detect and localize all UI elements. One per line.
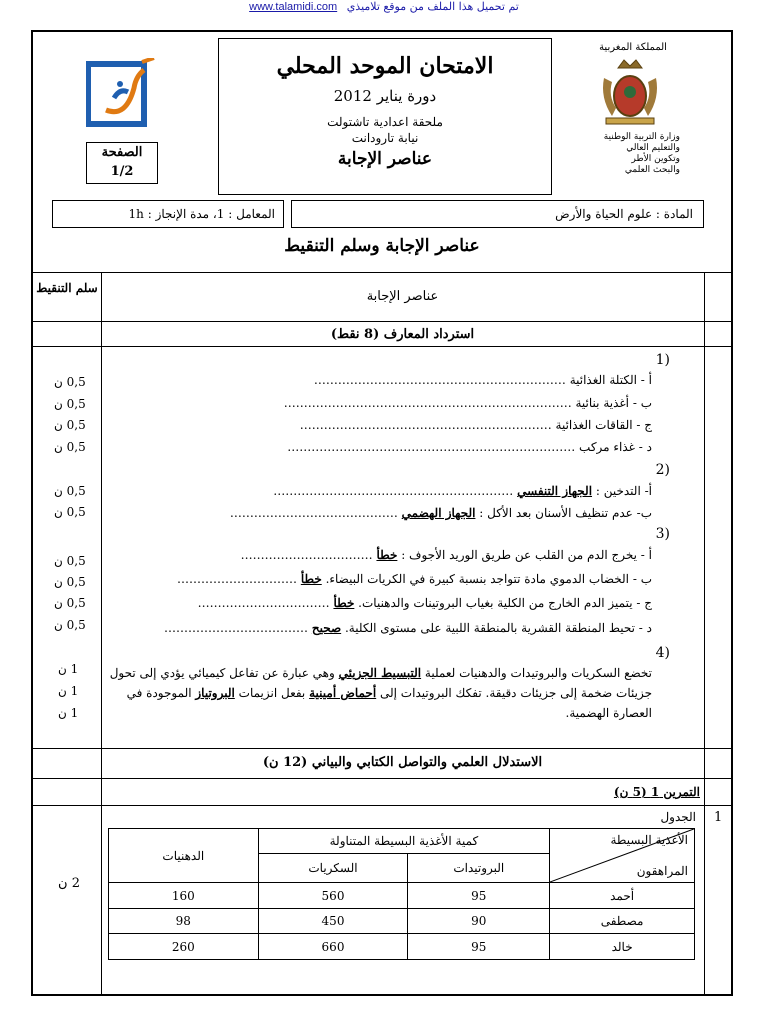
answer-dots: ……………………………………	[229, 506, 402, 520]
score-value: 0,5 ن	[54, 575, 86, 589]
score-value: 0,5 ن	[54, 440, 86, 454]
answer-line	[164, 621, 652, 635]
table-cell: 98	[109, 909, 259, 934]
corner-top-label: الأغذية البسيطة	[610, 833, 688, 847]
score-value: 1 ن	[58, 662, 79, 676]
answer-key: التبسيط الجزيئي	[338, 666, 422, 680]
ministry-label	[592, 132, 680, 176]
directorate: نيابة تارودانت	[351, 131, 419, 145]
answer-line	[273, 484, 652, 498]
answer-dots: ……………………………	[240, 548, 377, 562]
answer-text: بفعل انزيمات	[234, 686, 310, 700]
school-name: ملحقة اعدادية تاشتولت	[327, 115, 443, 129]
ministry-line: وزارة التربية الوطنية	[603, 132, 680, 142]
answer-line: د - غذاء مركب ………………………………………………………………	[287, 440, 652, 454]
group-header: كمية الأغذية البسيطة المتناولة	[258, 829, 550, 854]
table-cell: 260	[109, 934, 259, 960]
score-column-header: سلم التنقيط	[36, 281, 98, 295]
corner-bottom-label: المراهقون	[636, 864, 688, 878]
score-value: 0,5 ن	[54, 375, 86, 389]
answer-dots: ………………………………	[164, 621, 312, 635]
table-cell: 560	[258, 883, 408, 909]
watermark-url[interactable]: www.talamidi.com	[249, 1, 338, 13]
answer-prefix: ب- عدم تنظيف الأسنان بعد الأكل :	[475, 506, 652, 520]
answer-prefix: د - تحيط المنطقة القشرية بالمنطقة اللبية على مستوى الكلية.	[341, 621, 652, 635]
grid-line	[33, 748, 731, 749]
page-value: 1/2	[110, 164, 134, 179]
answer-line	[230, 506, 652, 520]
score-value: 2 ن	[58, 876, 80, 891]
fat-header: الدهنيات	[109, 829, 259, 883]
coefficient-box: المعامل : 1، مدة الإنجاز : 1h	[52, 200, 284, 228]
page-label: الصفحة	[101, 145, 143, 160]
question-number: (4	[655, 645, 670, 661]
answer-prefix: أ - يخرج الدم من القلب عن طريق الوريد الأجوف :	[397, 548, 652, 562]
table-cell: 450	[258, 909, 408, 934]
table-cell: 95	[408, 883, 550, 909]
question-number: (2	[655, 462, 670, 478]
score-value: 0,5 ن	[54, 505, 86, 519]
answer-line: ج - القاقات الغذائية ………………………………………………………	[299, 418, 652, 432]
answer-line: العصارة الهضمية.	[565, 706, 652, 720]
answer-key: الجهاز الهضمي	[401, 506, 476, 520]
answer-dots: ……………………………………………………	[273, 484, 518, 498]
ministry-line: وتكوين الأطر	[631, 154, 680, 164]
title-box	[218, 38, 552, 195]
answer-line	[110, 666, 652, 680]
school-logo-icon	[86, 58, 158, 128]
score-value: 0,5 ن	[54, 618, 86, 632]
section-title: الاستدلال العلمي والتواصل الكتابي والبياني (12 ن)	[262, 755, 543, 770]
grid-line	[33, 321, 731, 322]
table-cell: 660	[258, 934, 408, 960]
exercise-title	[614, 785, 700, 799]
subject-box: المادة : علوم الحياة والأرض	[291, 200, 704, 228]
grid-line	[33, 346, 731, 347]
grid-line	[33, 778, 731, 779]
ministry-line: والبحث العلمي	[624, 165, 680, 175]
grid-line	[101, 272, 102, 994]
table-row	[109, 883, 695, 909]
grid-line	[33, 805, 731, 806]
question-number: (3	[655, 526, 670, 542]
table-cell: 160	[109, 883, 259, 909]
answer-prefix: ب - الخضاب الدموي مادة تتواجد بنسبة كبيرة في الكريات البيضاء.	[321, 572, 652, 586]
main-heading: عناصر الإجابة وسلم التنقيط	[284, 236, 480, 256]
exam-session: دورة يناير 2012	[333, 87, 437, 105]
score-value: 0,5 ن	[54, 397, 86, 411]
answer-text: وهي عبارة عن تفاعل كيميائي يؤدي إلى تحول	[109, 666, 339, 680]
sugar-header: السكريات	[258, 854, 408, 883]
grid-line	[704, 272, 705, 994]
table-row	[109, 934, 695, 960]
answer-key: خطأ	[333, 596, 355, 610]
answer-line: أ - الكتلة الغذائية ………………………………………………………	[313, 373, 652, 387]
exam-title: الامتحان الموحد المحلي	[276, 53, 494, 79]
question-number: (1	[655, 352, 670, 368]
answer-key: خطأ	[376, 548, 398, 562]
row-name: أحمد	[550, 883, 695, 909]
answer-key: أحماض أمينية	[309, 686, 377, 700]
grid-line	[33, 272, 731, 273]
answer-line	[177, 572, 652, 586]
answer-dots: ……………………………	[197, 596, 334, 610]
answer-key: صحيح	[311, 621, 342, 635]
answer-key: البروتياز	[195, 686, 235, 700]
score-value: 1 ن	[58, 706, 79, 720]
intake-table	[108, 828, 695, 960]
table-label: الجدول	[660, 810, 696, 824]
answer-key: خطأ	[300, 572, 322, 586]
answer-line	[127, 686, 652, 700]
score-value: 0,5 ن	[54, 554, 86, 568]
score-value: 1 ن	[58, 684, 79, 698]
score-value: 0,5 ن	[54, 484, 86, 498]
answer-dots: …………………………	[177, 572, 301, 586]
corner-cell	[550, 829, 695, 883]
exercise-title-text: التمرين 1 (5 ن)	[613, 785, 700, 799]
royal-emblem-icon	[598, 58, 662, 128]
watermark	[0, 0, 768, 14]
answer-key: الجهاز التنفسي	[517, 484, 593, 498]
answer-prefix: ج - يتميز الدم الخارج من الكلية بغياب البروتينات والدهنيات.	[354, 596, 652, 610]
answers-column-header: عناصر الإجابة	[366, 289, 439, 304]
ministry-line: والتعليم العالي	[626, 143, 680, 153]
answer-prefix: أ- التدخين :	[592, 484, 652, 498]
answer-text: تخضع السكريات والبروتيدات والدهنيات لعملية	[421, 666, 652, 680]
watermark-text: تم تحميل هذا الملف من موقع تلاميذي	[346, 0, 519, 13]
section-title: استرداد المعارف (8 نقط)	[330, 327, 475, 342]
score-value: 0,5 ن	[54, 418, 86, 432]
answer-line	[241, 548, 652, 562]
score-value: 0,5 ن	[54, 596, 86, 610]
answer-text: جزيئات ضخمة إلى جزيئات دقيقة. تفكك البروتيدات إلى	[376, 686, 652, 700]
row-name: مصطفى	[550, 909, 695, 934]
question-number: 1	[714, 810, 723, 825]
kingdom-label: المملكة المغربية	[599, 42, 667, 53]
doc-type: عناصر الإجابة	[337, 149, 433, 169]
protein-header: البروتيدات	[408, 854, 550, 883]
row-name: خالد	[550, 934, 695, 960]
answer-text: الموجودة في	[126, 686, 196, 700]
table-cell: 95	[408, 934, 550, 960]
table-cell: 90	[408, 909, 550, 934]
answer-line	[198, 596, 652, 610]
page-number-box	[86, 142, 158, 184]
answer-line: ب - أغذية بنائية ………………………………………………………………	[283, 396, 652, 410]
table-row	[109, 909, 695, 934]
